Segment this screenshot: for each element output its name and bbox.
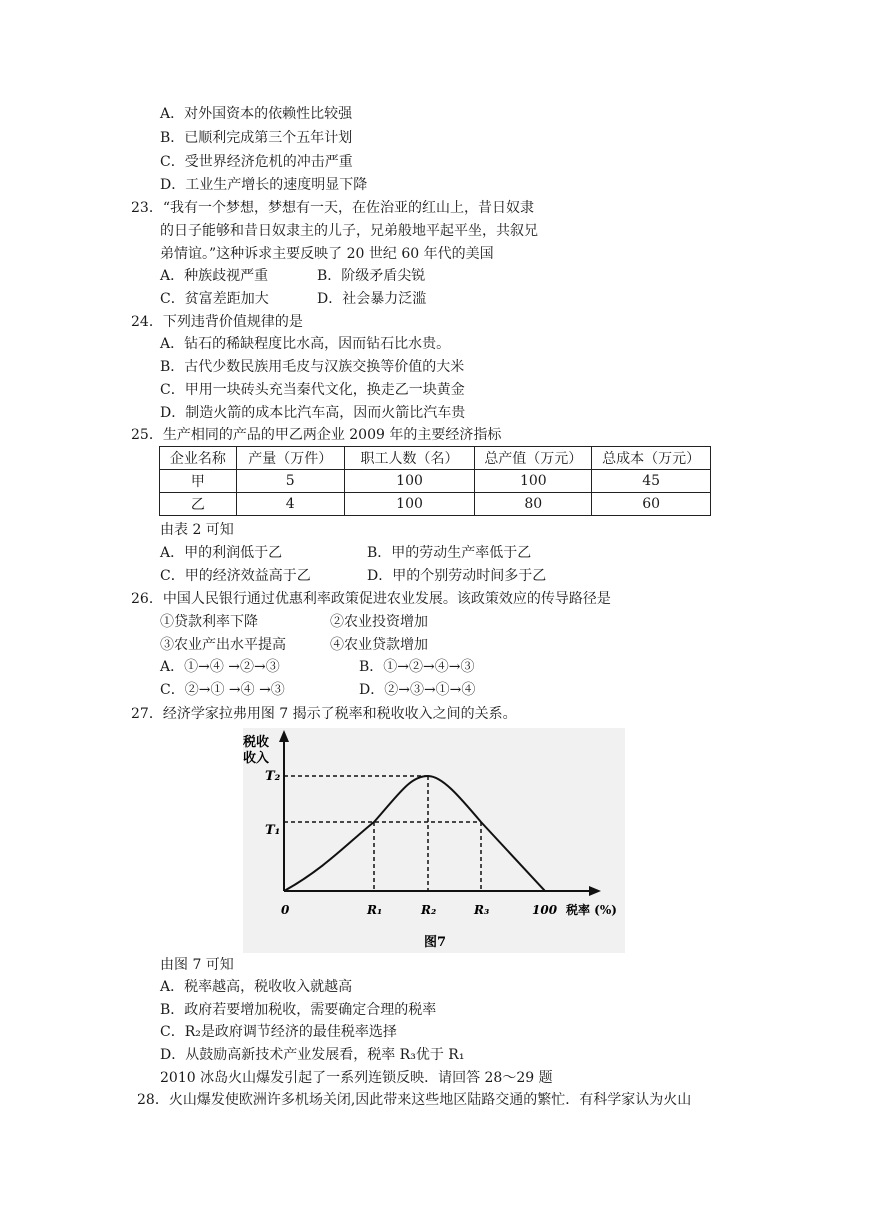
- q26-item-3: ③农业产出水平提高: [160, 637, 286, 653]
- q25-data-table: [159, 446, 711, 516]
- table-cell: 100: [475, 470, 592, 493]
- q27-option-d: D．从鼓励高新技术产业发展看，税率 R₃优于 R₁: [160, 1047, 465, 1063]
- x-axis-label: 税率 (%): [566, 903, 617, 917]
- q28-stem: 28．火山爆发使欧洲许多机场关闭,因此带来这些地区陆路交通的繁忙．有科学家认为火山: [137, 1092, 692, 1108]
- q23-stem-line2: 的日子能够和昔日奴隶主的儿子，兄弟般地平起平坐，共叙兄: [160, 223, 538, 239]
- q26-item-1: ①贷款利率下降: [160, 614, 258, 630]
- table-cell: 60: [592, 493, 711, 516]
- q27-option-a: A．税率越高，税收收入就越高: [160, 979, 353, 995]
- table-header-row: [160, 447, 711, 470]
- q25-option-d: D．甲的个别劳动时间多于乙: [367, 568, 547, 584]
- q27-stem: 27．经济学家拉弗用图 7 揭示了税率和税收收入之间的关系。: [131, 706, 517, 722]
- q23-option-c: C．贫富差距加大: [160, 291, 269, 307]
- q24-option-a: A．钻石的稀缺程度比水高，因而钻石比水贵。: [160, 336, 451, 352]
- y-tick-label: T₂: [265, 769, 281, 784]
- q27-option-b: B．政府若要增加税收，需要确定合理的税率: [160, 1002, 437, 1018]
- table-cell: 80: [475, 493, 592, 516]
- table-row: [160, 470, 711, 493]
- table-cell: 5: [236, 470, 344, 493]
- q25-note: 由表 2 可知: [160, 522, 234, 538]
- table-cell: 100: [344, 493, 475, 516]
- q27-option-c: C．R₂是政府调节经济的最佳税率选择: [160, 1024, 397, 1040]
- laffer-curve-figure: [243, 728, 625, 953]
- table-cell: 100: [344, 470, 475, 493]
- q24-stem: 24．下列违背价值规律的是: [131, 314, 303, 330]
- q23-stem-line3: 弟情谊。”这种诉求主要反映了 20 世纪 60 年代的美国: [160, 246, 494, 262]
- passage-intro: 2010 冰岛火山爆发引起了一系列连锁反映．请回答 28～29 题: [160, 1070, 553, 1086]
- q25-option-b: B．甲的劳动生产率低于乙: [367, 545, 532, 561]
- x-tick-label: R₁: [367, 903, 383, 917]
- q22-option-c: C．受世界经济危机的冲击严重: [160, 154, 353, 170]
- q24-option-c: C．甲用一块砖头充当秦代文化，换走乙一块黄金: [160, 382, 465, 398]
- q25-option-a: A．甲的利润低于乙: [160, 545, 283, 561]
- q26-item-2: ②农业投资增加: [330, 614, 428, 630]
- y-tick-label: T₁: [265, 823, 281, 838]
- q26-stem: 26．中国人民银行通过优惠利率政策促进农业发展。该政策效应的传导路径是: [131, 591, 611, 607]
- table-row: [160, 493, 711, 516]
- q26-option-a: A．①→④ →②→③: [160, 659, 280, 675]
- q26-option-d: D．②→③→①→④: [359, 682, 476, 698]
- q25-option-c: C．甲的经济效益高于乙: [160, 568, 311, 584]
- y-axis-label-line2: 收入: [243, 751, 270, 766]
- q23-option-d: D．社会暴力泛滥: [317, 291, 427, 307]
- q22-option-b: B．已顺利完成第三个五年计划: [160, 130, 353, 146]
- q25-stem: 25．生产相同的产品的甲乙两企业 2009 年的主要经济指标: [131, 427, 502, 443]
- table-cell: 甲: [160, 470, 237, 493]
- origin-label: 0: [281, 903, 290, 917]
- q26-option-c: C．②→① →④ →③: [160, 682, 285, 698]
- table-header-cell: 企业名称: [160, 447, 237, 470]
- q24-option-b: B．古代少数民族用毛皮与汉族交换等价值的大米: [160, 359, 465, 375]
- q23-option-b: B．阶级矛盾尖锐: [317, 268, 426, 284]
- q27-note: 由图 7 可知: [160, 957, 234, 973]
- y-axis-label-line1: 税收: [243, 735, 270, 750]
- table-cell: 乙: [160, 493, 237, 516]
- q26-option-b: B．①→②→④→③: [359, 659, 475, 675]
- q22-option-d: D．工业生产增长的速度明显下降: [160, 177, 368, 193]
- q22-option-a: A．对外国资本的依赖性比较强: [160, 106, 353, 122]
- table-cell: 45: [592, 470, 711, 493]
- figure-caption: 图7: [424, 935, 447, 950]
- x-tick-label: R₂: [421, 903, 437, 917]
- table-cell: 4: [236, 493, 344, 516]
- table-header-cell: 产量（万件）: [236, 447, 344, 470]
- figure-background: [243, 728, 625, 953]
- q24-option-d: D．制造火箭的成本比汽车高，因而火箭比汽车贵: [160, 405, 466, 421]
- table-header-cell: 总产值（万元）: [475, 447, 592, 470]
- q23-option-a: A．种族歧视严重: [160, 268, 269, 284]
- q23-stem-line1: 23．“我有一个梦想，梦想有一天，在佐治亚的红山上，昔日奴隶: [131, 200, 534, 216]
- x-end-tick-label: 100: [532, 903, 558, 917]
- table-header-cell: 总成本（万元）: [592, 447, 711, 470]
- x-tick-label: R₃: [474, 903, 490, 917]
- q26-item-4: ④农业贷款增加: [330, 637, 428, 653]
- table-header-cell: 职工人数（名）: [344, 447, 475, 470]
